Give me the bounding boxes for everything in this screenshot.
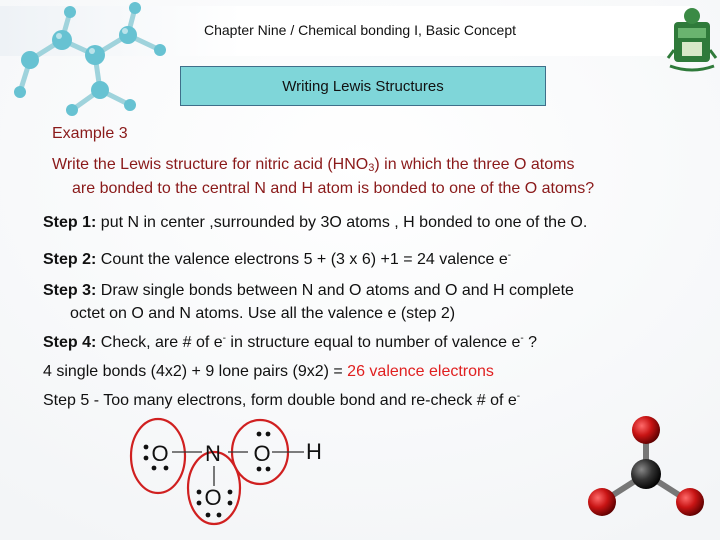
electron-count: 4 single bonds (4x2) + 9 lone pairs (9x2) = 26 valence electrons bbox=[43, 363, 494, 380]
step-2: Step 2: Count the valence electrons 5 + (3 x 6) +1 = 24 valence e- bbox=[43, 250, 512, 268]
example-label: Example 3 bbox=[52, 125, 128, 142]
step-4: Step 4: Check, are # of e- in structure equal to number of valence e- ? bbox=[43, 333, 538, 351]
step-5: Step 5 - Too many electrons, form double bond and re-check # of e- bbox=[43, 391, 521, 409]
question-line-2: are bonded to the central N and H atom is bonded to one of the O atoms? bbox=[72, 180, 595, 197]
section-title: Writing Lewis Structures bbox=[180, 66, 546, 106]
atom-o1: O bbox=[151, 441, 169, 466]
step-3: Step 3: Draw single bonds between N and O atoms and O and H complete bbox=[43, 282, 574, 299]
step-3-continued: octet on O and N atoms. Use all the valence e (step 2) bbox=[70, 305, 456, 322]
atom-h: H bbox=[306, 439, 322, 464]
step-1: Step 1: put N in center ,surrounded by 3O atoms , H bonded to one of the O. bbox=[43, 214, 588, 231]
chapter-title: Chapter Nine / Chemical bonding I, Basic Concept bbox=[203, 22, 517, 38]
ball-and-stick-model-icon bbox=[580, 410, 720, 540]
atom-o3: O bbox=[204, 485, 222, 510]
atom-o2: O bbox=[253, 441, 271, 466]
question-line-1: Write the Lewis structure for nitric acid $(HNO_3)$ in which the three O atoms bbox=[52, 156, 575, 174]
atom-n: N bbox=[205, 441, 221, 466]
